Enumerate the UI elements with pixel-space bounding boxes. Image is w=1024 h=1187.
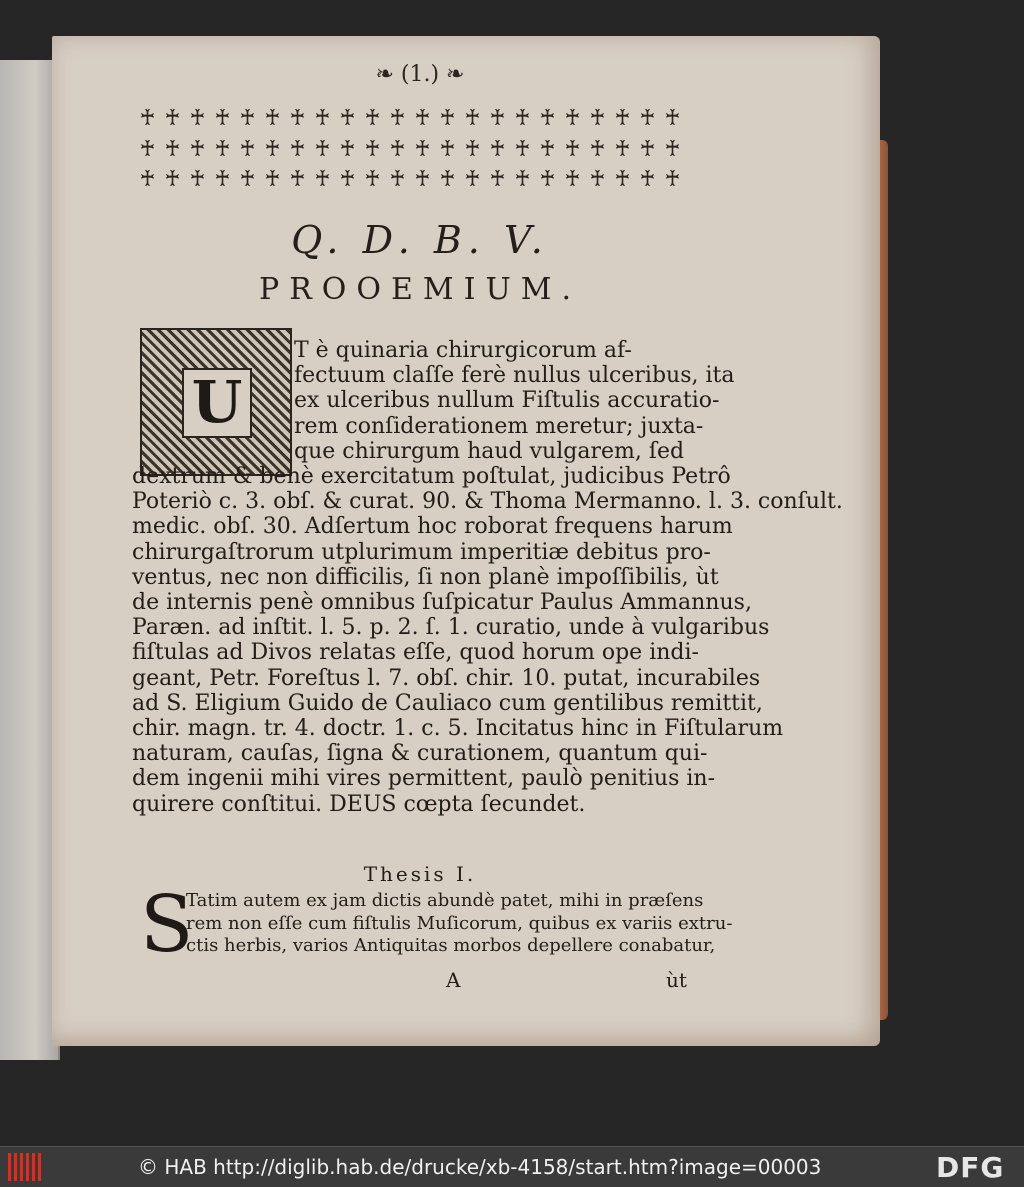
ornament-glyph: ♰ <box>464 167 481 193</box>
ornament-glyph: ♰ <box>164 167 181 193</box>
dfg-logo: DFG <box>936 1151 1005 1184</box>
ornament-glyph: ♰ <box>214 136 231 162</box>
proem-text <box>132 338 843 817</box>
ornament-glyph: ♰ <box>264 106 281 131</box>
ornament-glyph: ♰ <box>514 136 531 162</box>
text-line: medic. obſ. 30. Adſertum hoc roborat frequens harum <box>132 514 733 540</box>
ornament-glyph: ♰ <box>389 136 406 162</box>
text-line: que chirurgum haud vulgarem, ſed <box>294 438 685 464</box>
ornament-glyph: ♰ <box>439 106 456 131</box>
ornament-glyph: ♰ <box>314 106 331 131</box>
signature-mark: A <box>446 968 461 992</box>
ornament-glyph: ♰ <box>314 136 331 162</box>
text-line: ventus, nec non difficilis, ſi non planè impoſſibilis, ùt <box>132 564 719 590</box>
text-line: dextrum & benè exercitatum poſtulat, judicibus Petrô <box>132 464 731 490</box>
ornament-glyph: ♰ <box>514 106 531 131</box>
ornament-glyph: ♰ <box>589 136 606 162</box>
ornament-glyph: ♰ <box>289 106 306 131</box>
text-line: geant, Petr. Foreſtus l. 7. obſ. chir. 10. putat, incurabiles <box>132 665 761 691</box>
ornament-glyph: ♰ <box>339 106 356 131</box>
footer-copyright-url[interactable]: © HAB http://diglib.hab.de/drucke/xb-4158/start.htm?image=00003 <box>138 1155 822 1179</box>
ornament-glyph: ♰ <box>564 106 581 131</box>
ornament-glyph: ♰ <box>189 106 206 131</box>
ornament-glyph: ♰ <box>664 106 681 131</box>
ornament-glyph: ♰ <box>639 106 656 131</box>
thesis-initial: S <box>140 880 194 970</box>
ornament-glyph: ♰ <box>364 167 381 193</box>
initial-letter: U <box>182 368 252 438</box>
text-line: chirurgaſtrorum utplurimum imperitiæ debitus pro- <box>132 539 711 565</box>
ornament-glyph: ♰ <box>639 136 656 162</box>
ornament-glyph: ♰ <box>239 167 256 193</box>
text-line: ad S. Eligium Guido de Cauliaco cum gentilibus remittit, <box>132 690 763 716</box>
thesis-heading: Thesis I. <box>363 862 477 886</box>
text-line: rem non eſſe cum fiſtulis Muſicorum, quibus ex variis extru- <box>186 912 733 934</box>
ornament-glyph: ♰ <box>289 136 306 162</box>
text-line: ctis herbis, varios Antiquitas morbos depellere conabatur, <box>186 935 716 956</box>
ornament-glyph: ♰ <box>264 167 281 193</box>
ornament-glyph: ♰ <box>664 136 681 162</box>
title-qdbv: Q. D. B. V. <box>291 218 549 262</box>
ornament-glyph: ♰ <box>664 167 681 193</box>
text-line: dem ingenii mihi vires permittent, paulò penitius in- <box>132 766 716 792</box>
ornament-glyph: ♰ <box>564 136 581 162</box>
text-line: quirere conſtitui. DEUS cœpta ſecundet. <box>132 791 586 817</box>
title-prooemium: PROOEMIUM. <box>259 272 581 307</box>
ornament-glyph: ♰ <box>539 136 556 162</box>
ornament-glyph: ♰ <box>189 136 206 162</box>
ornament-glyph: ♰ <box>639 167 656 193</box>
ornament-glyph: ♰ <box>164 136 181 162</box>
ornament-glyph: ♰ <box>314 167 331 193</box>
page-header: ❧ (1.) ❧ <box>375 62 465 87</box>
ornament-glyph: ♰ <box>489 106 506 131</box>
ornament-glyph: ♰ <box>339 136 356 162</box>
ornament-glyph: ♰ <box>139 167 156 193</box>
ornament-glyph: ♰ <box>489 136 506 162</box>
ornament-glyph: ♰ <box>339 167 356 193</box>
text-line: Tatim autem ex jam dictis abundè patet, mihi in præſens <box>186 890 704 911</box>
ornament-glyph: ♰ <box>589 106 606 131</box>
ornament-glyph: ♰ <box>389 167 406 193</box>
text-line: T è quinaria chirurgicorum af- <box>294 338 632 363</box>
text-line: rem conſiderationem meretur; juxta- <box>294 413 704 439</box>
catchword: ùt <box>666 968 687 992</box>
ornament-glyph: ♰ <box>414 136 431 162</box>
ornament-glyph: ♰ <box>364 106 381 131</box>
ornament-glyph: ♰ <box>514 167 531 193</box>
hab-logo-icon <box>8 1153 42 1181</box>
footer-bar <box>0 1146 1024 1187</box>
ornament-glyph: ♰ <box>589 167 606 193</box>
ornament-glyph: ♰ <box>139 106 156 131</box>
text-line: chir. magn. tr. 4. doctr. 1. c. 5. Incitatus hinc in Fiſtularum <box>132 716 784 742</box>
ornament-glyph: ♰ <box>389 106 406 131</box>
text-line: Paræn. ad inſtit. l. 5. p. 2. ſ. 1. curatio, unde à vulgaribus <box>132 615 770 641</box>
text-line: Poteriò c. 3. obſ. & curat. 90. & Thoma Mermanno. l. 3. conſult. <box>132 489 843 515</box>
text-line: fectuum claſſe ferè nullus ulceribus, ita <box>294 363 735 389</box>
ornament-glyph: ♰ <box>214 106 231 131</box>
ornament-band <box>135 104 685 196</box>
ornament-glyph: ♰ <box>564 167 581 193</box>
ornament-glyph: ♰ <box>539 106 556 131</box>
ornament-glyph: ♰ <box>489 167 506 193</box>
ornament-glyph: ♰ <box>439 167 456 193</box>
ornament-glyph: ♰ <box>464 106 481 131</box>
previous-page-edge <box>0 60 60 1060</box>
text-line: fiſtulas ad Divos relatas eſſe, quod horum ope indi- <box>132 640 699 666</box>
text-line: ex ulceribus nullum Fiſtulis accuratio- <box>294 388 720 414</box>
ornament-glyph: ♰ <box>414 106 431 131</box>
ornament-glyph: ♰ <box>239 106 256 131</box>
ornament-glyph: ♰ <box>614 106 631 131</box>
ornament-glyph: ♰ <box>289 167 306 193</box>
thesis-text <box>186 890 733 958</box>
ornament-glyph: ♰ <box>464 136 481 162</box>
ornament-glyph: ♰ <box>264 136 281 162</box>
ornament-glyph: ♰ <box>364 136 381 162</box>
ornament-glyph: ♰ <box>614 136 631 162</box>
ornament-glyph: ♰ <box>139 136 156 162</box>
ornament-glyph: ♰ <box>239 136 256 162</box>
text-line: naturam, cauſas, ſigna & curationem, quantum qui- <box>132 741 708 767</box>
ornament-glyph: ♰ <box>164 106 181 131</box>
ornament-glyph: ♰ <box>189 167 206 193</box>
ornament-glyph: ♰ <box>214 167 231 193</box>
text-line: de internis penè omnibus ſuſpicatur Paulus Ammannus, <box>132 590 752 616</box>
ornament-glyph: ♰ <box>414 167 431 193</box>
ornament-glyph: ♰ <box>439 136 456 162</box>
ornament-glyph: ♰ <box>539 167 556 193</box>
ornament-glyph: ♰ <box>614 167 631 193</box>
